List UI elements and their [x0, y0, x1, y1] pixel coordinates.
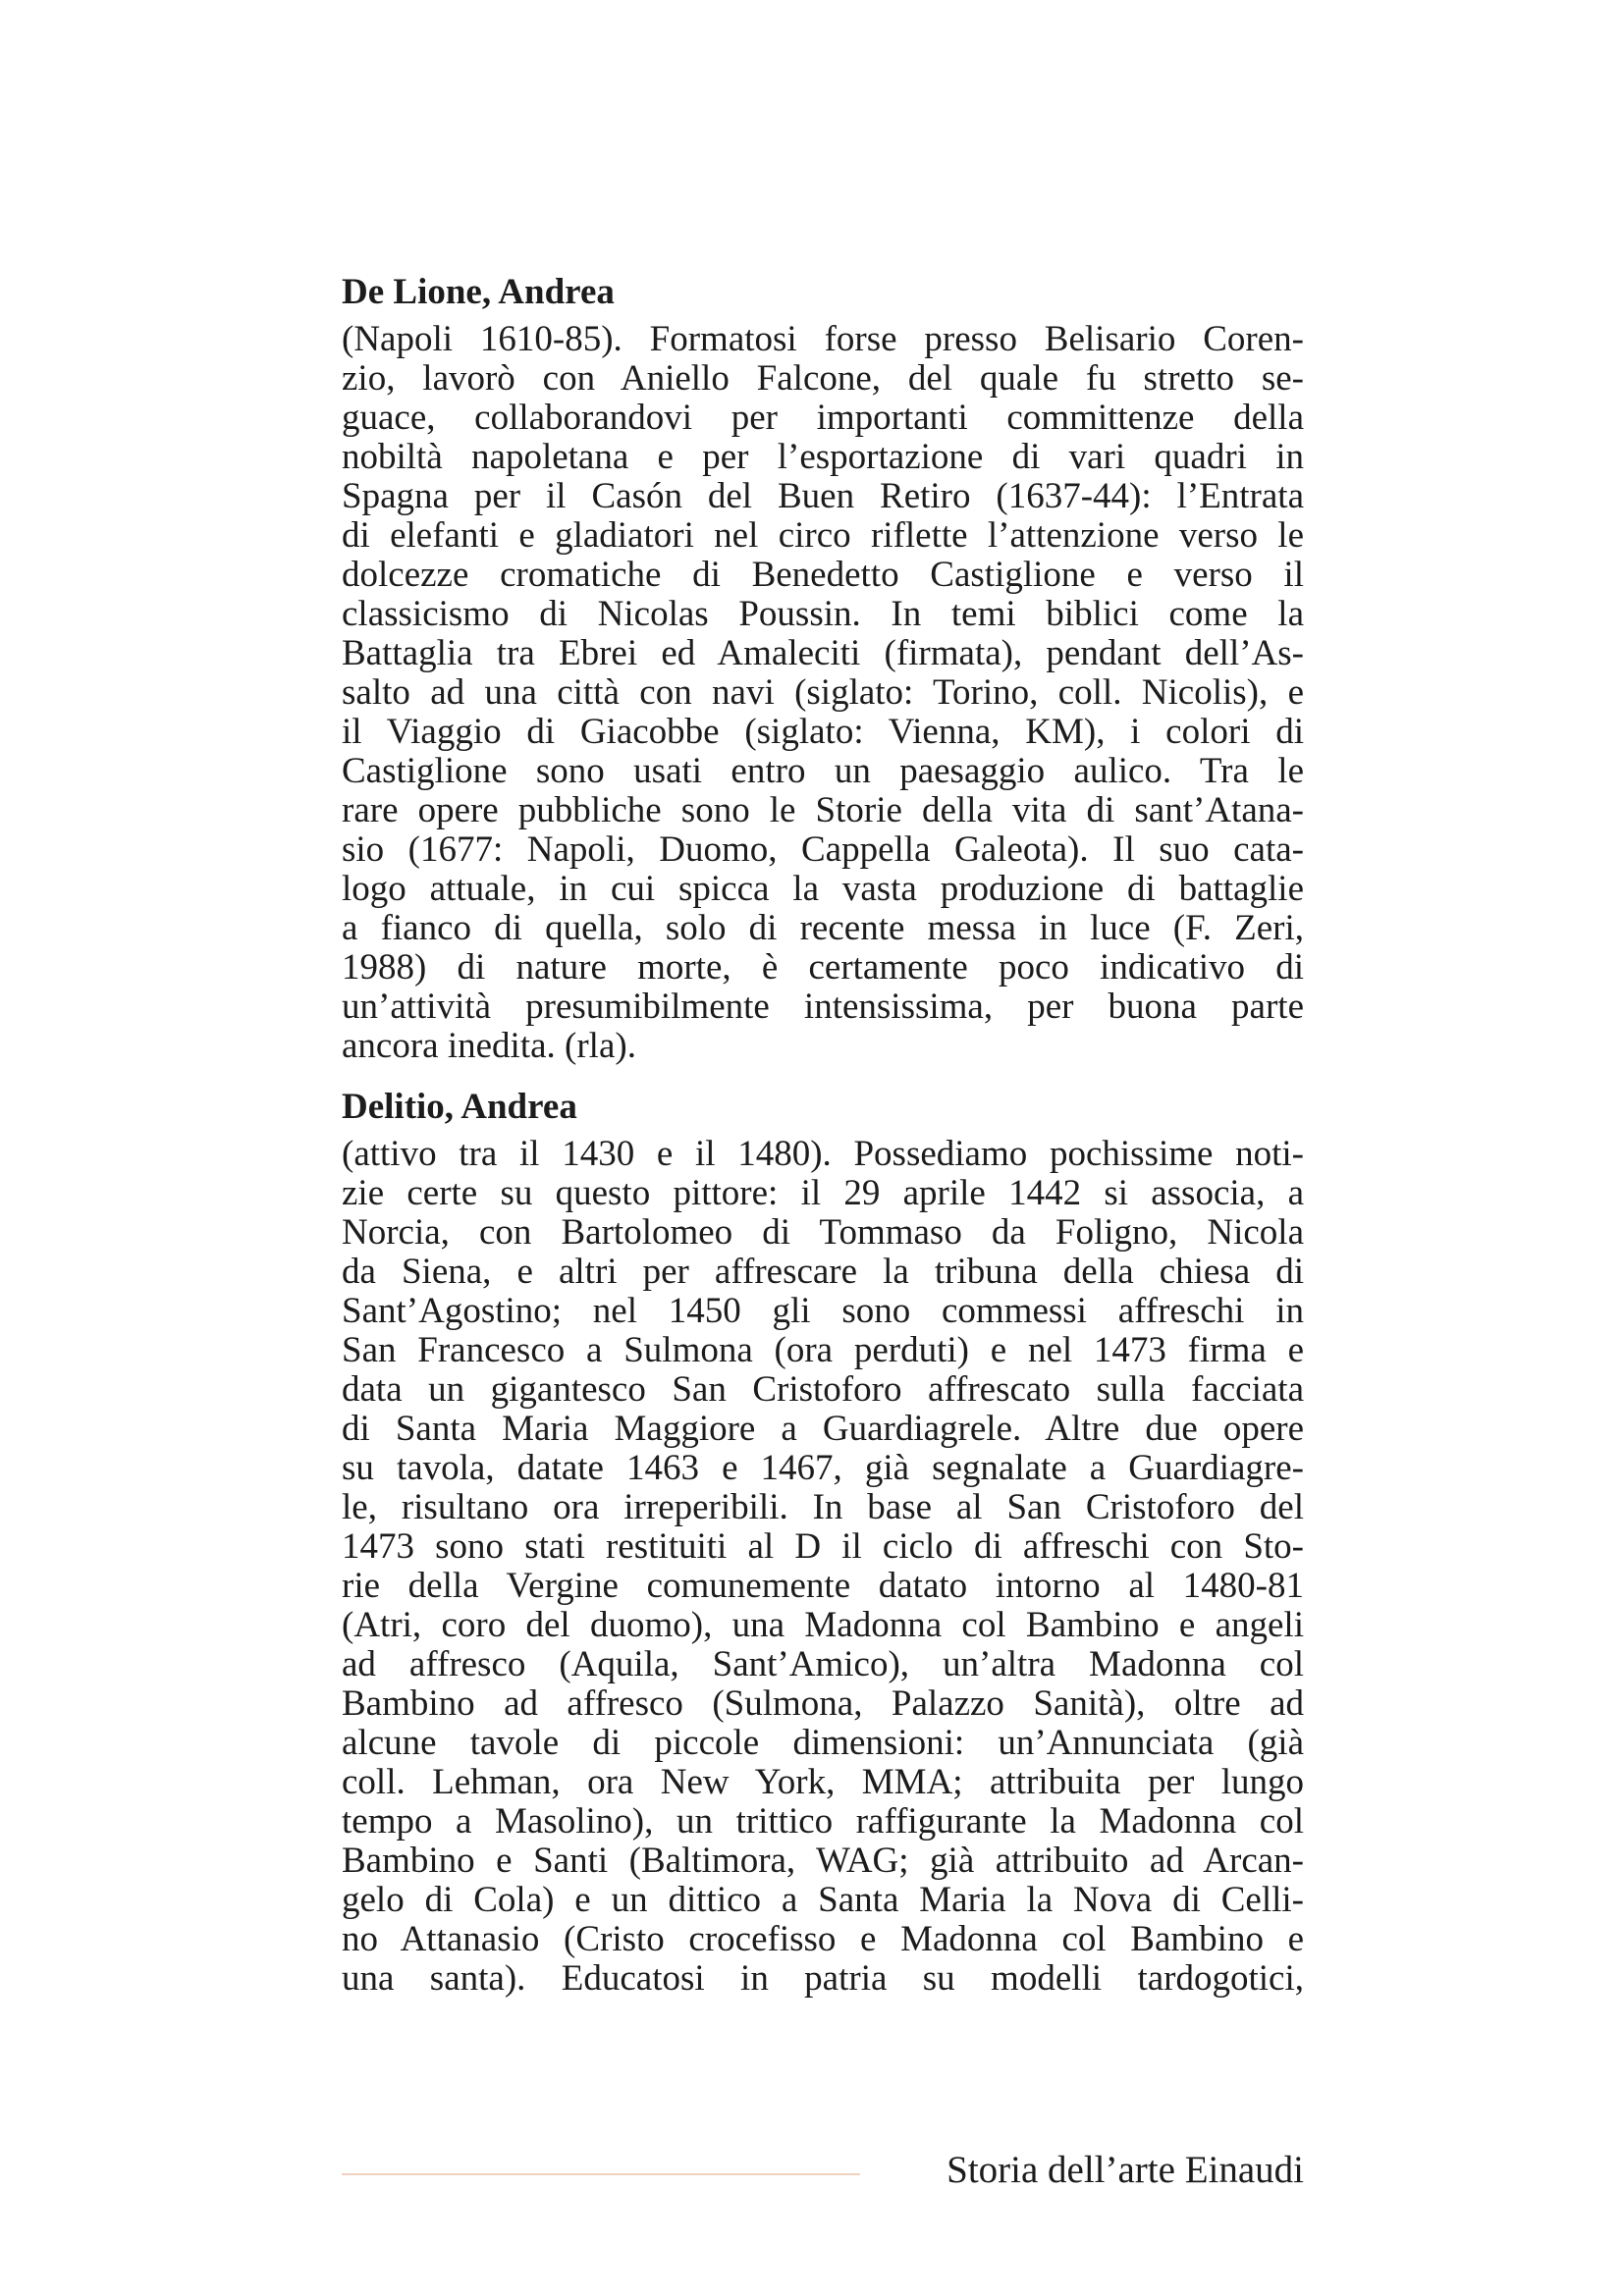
text-line: tempo a Masolino), un trittico raffigurante la Madonna col — [342, 1801, 1304, 1842]
page-content — [342, 273, 1304, 2020]
entry-delitio — [342, 1088, 1304, 1999]
text-line: classicismo di Nicolas Poussin. In temi biblici come la — [342, 594, 1304, 634]
text-line: Spagna per il Casón del Buen Retiro (1637-44): l’Entrata — [342, 476, 1304, 516]
text-line: Bambino ad affresco (Sulmona, Palazzo Sanità), oltre ad — [342, 1683, 1304, 1724]
text-line: le, risultano ora irreperibili. In base al San Cristoforo del — [342, 1487, 1304, 1527]
text-line: un’attività presumibilmente intensissima, per buona parte — [342, 987, 1304, 1027]
footer-title: Storia dell’arte Einaudi — [947, 2149, 1304, 2191]
text-line: ad affresco (Aquila, Sant’Amico), un’altra Madonna col — [342, 1644, 1304, 1684]
text-line: no Attanasio (Cristo crocefisso e Madonna col Bambino e — [342, 1919, 1304, 1959]
text-line: Battaglia tra Ebrei ed Amaleciti (firmata), pendant dell’As- — [342, 633, 1304, 673]
text-line: di elefanti e gladiatori nel circo riflette l’attenzione verso le — [342, 515, 1304, 556]
text-line: (Atri, coro del duomo), una Madonna col Bambino e angeli — [342, 1605, 1304, 1645]
text-line: ancora inedita. (rla). — [342, 1026, 636, 1066]
text-line: data un gigantesco San Cristoforo affrescato sulla facciata — [342, 1369, 1304, 1410]
text-line: Sant’Agostino; nel 1450 gli sono commessi affreschi in — [342, 1291, 1304, 1331]
entry-heading: Delitio, Andrea — [342, 1087, 577, 1127]
text-line: Norcia, con Bartolomeo di Tommaso da Foligno, Nicola — [342, 1212, 1304, 1253]
text-line: Bambino e Santi (Baltimora, WAG; già attribuito ad Arcan- — [342, 1841, 1304, 1881]
entry-heading: De Lione, Andrea — [342, 272, 615, 312]
text-line: (Napoli 1610-85). Formatosi forse presso Belisario Coren- — [342, 319, 1304, 359]
entry-body — [342, 1135, 1304, 1999]
text-line: zio, lavorò con Aniello Falcone, del quale fu stretto se- — [342, 358, 1304, 399]
text-line: (attivo tra il 1430 e il 1480). Possediamo pochissime noti- — [342, 1134, 1304, 1174]
text-line: zie certe su questo pittore: il 29 aprile 1442 si associa, a — [342, 1173, 1304, 1213]
text-line: rare opere pubbliche sono le Storie della vita di sant’Atana- — [342, 790, 1304, 830]
text-line: 1988) di nature morte, è certamente poco indicativo di — [342, 947, 1304, 988]
text-line: coll. Lehman, ora New York, MMA; attribuita per lungo — [342, 1762, 1304, 1802]
text-line: da Siena, e altri per affrescare la tribuna della chiesa di — [342, 1252, 1304, 1292]
footer-rule — [342, 2173, 860, 2175]
entry-body — [342, 320, 1304, 1066]
text-line: a fianco di quella, solo di recente messa in luce (F. Zeri, — [342, 908, 1304, 948]
text-line: San Francesco a Sulmona (ora perduti) e nel 1473 firma e — [342, 1330, 1304, 1370]
text-line: gelo di Cola) e un dittico a Santa Maria la Nova di Celli- — [342, 1880, 1304, 1920]
text-line: salto ad una città con navi (siglato: Torino, coll. Nicolis), e — [342, 672, 1304, 713]
text-line: alcune tavole di piccole dimensioni: un’Annunciata (già — [342, 1723, 1304, 1763]
text-line: logo attuale, in cui spicca la vasta produzione di battaglie — [342, 869, 1304, 909]
text-line: Castiglione sono usati entro un paesaggio aulico. Tra le — [342, 751, 1304, 791]
text-line: di Santa Maria Maggiore a Guardiagrele. Altre due opere — [342, 1409, 1304, 1449]
text-line: una santa). Educatosi in patria su modelli tardogotici, — [342, 1958, 1304, 1999]
text-line: nobiltà napoletana e per l’esportazione di vari quadri in — [342, 437, 1304, 477]
text-line: su tavola, datate 1463 e 1467, già segnalate a Guardiagre- — [342, 1448, 1304, 1488]
text-line: 1473 sono stati restituiti al D il ciclo di affreschi con Sto- — [342, 1526, 1304, 1567]
text-line: il Viaggio di Giacobbe (siglato: Vienna, KM), i colori di — [342, 712, 1304, 752]
text-line: rie della Vergine comunemente datato intorno al 1480-81 — [342, 1566, 1304, 1606]
text-line: guace, collaborandovi per importanti committenze della — [342, 398, 1304, 438]
text-line: dolcezze cromatiche di Benedetto Castiglione e verso il — [342, 555, 1304, 595]
entry-de-lione — [342, 273, 1304, 1066]
text-line: sio (1677: Napoli, Duomo, Cappella Galeota). Il suo cata- — [342, 829, 1304, 870]
